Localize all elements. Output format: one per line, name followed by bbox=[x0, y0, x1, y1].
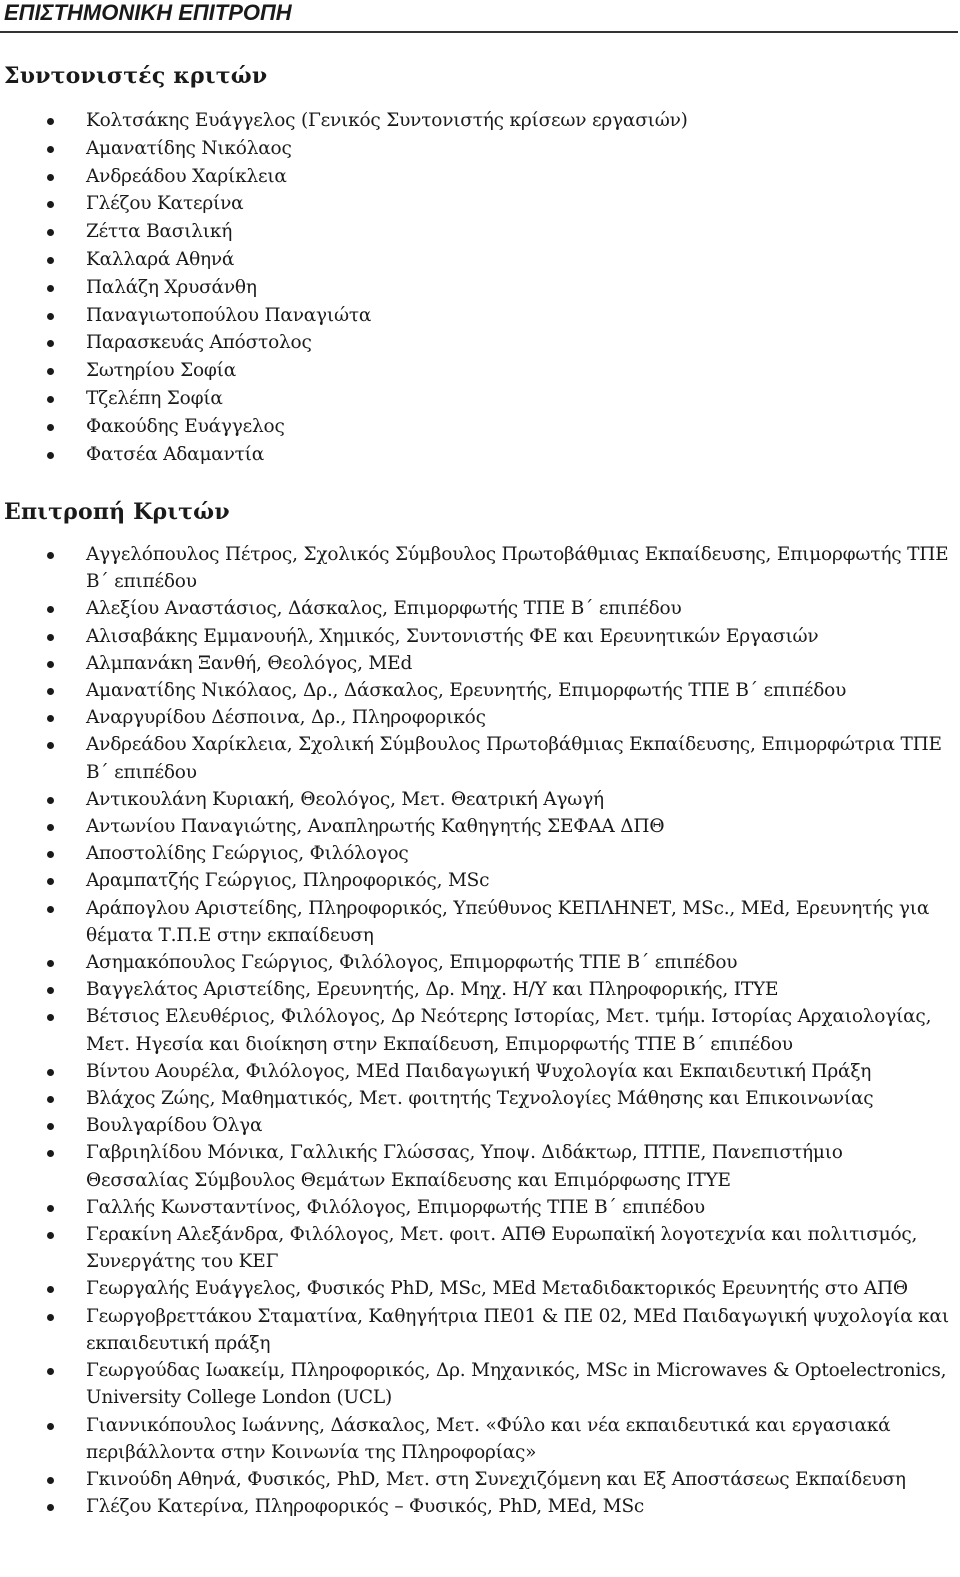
committee-heading: Επιτροπή Κριτών bbox=[4, 499, 230, 525]
coordinators-heading: Συντονιστές κριτών bbox=[4, 63, 268, 89]
list-item: Καλλαρά Αθηνά bbox=[0, 246, 958, 274]
list-item: Γλέζου Κατερίνα, Πληροφορικός – Φυσικός, PhD, MEd, MSc bbox=[0, 1493, 958, 1520]
list-item: Ανδρεάδου Χαρίκλεια, Σχολική Σύμβουλος Πρωτοβάθμιας Εκπαίδευσης, Επιμορφώτρια ΤΠΕ Β΄ επιπέδου bbox=[0, 731, 958, 785]
list-item: Παρασκευάς Απόστολος bbox=[0, 329, 958, 357]
list-item: Αντικουλάνη Κυριακή, Θεολόγος, Μετ. Θεατρική Αγωγή bbox=[0, 786, 958, 813]
list-item: Αραμπατζής Γεώργιος, Πληροφορικός, MSc bbox=[0, 867, 958, 894]
list-item: Βλάχος Ζώης, Μαθηματικός, Μετ. φοιτητής Τεχνολογίες Μάθησης και Επικοινωνίας bbox=[0, 1085, 958, 1112]
list-item: Αποστολίδης Γεώργιος, Φιλόλογος bbox=[0, 840, 958, 867]
list-item: Βίντου Αουρέλα, Φιλόλογος, MEd Παιδαγωγική Ψυχολογία και Εκπαιδευτική Πράξη bbox=[0, 1058, 958, 1085]
list-item: Βέτσιος Ελευθέριος, Φιλόλογος, Δρ Νεότερης Ιστορίας, Μετ. τμήμ. Ιστορίας Αρχαιολογίας, Μετ. Ηγεσία και διοίκηση στην Εκπαίδευση, Επιμορφωτής ΤΠΕ Β΄ επιπέδου bbox=[0, 1003, 958, 1057]
list-item: Γεωργούδας Ιωακείμ, Πληροφορικός, Δρ. Μηχανικός, MSc in Microwaves & Optoelectronics, University College London (UCL) bbox=[0, 1357, 958, 1411]
list-item: Τζελέπη Σοφία bbox=[0, 385, 958, 413]
list-item: Γεωργαλής Ευάγγελος, Φυσικός PhD, MSc, MEd Μεταδιδακτορικός Ερευνητής στο ΑΠΘ bbox=[0, 1275, 958, 1302]
list-item: Ανδρεάδου Χαρίκλεια bbox=[0, 163, 958, 191]
list-item: Βαγγελάτος Αριστείδης, Ερευνητής, Δρ. Μηχ. Η/Υ και Πληροφορικής, ΙΤΥΕ bbox=[0, 976, 958, 1003]
list-item: Ζέττα Βασιλική bbox=[0, 218, 958, 246]
list-item: Σωτηρίου Σοφία bbox=[0, 357, 958, 385]
list-item: Αλμπανάκη Ξανθή, Θεολόγος, MEd bbox=[0, 650, 958, 677]
title-divider bbox=[0, 31, 958, 33]
coordinators-list bbox=[0, 107, 958, 468]
list-item: Παλάζη Χρυσάνθη bbox=[0, 274, 958, 302]
committee-list bbox=[0, 541, 958, 1520]
list-item: Γλέζου Κατερίνα bbox=[0, 190, 958, 218]
list-item: Αλισαβάκης Εμμανουήλ, Χημικός, Συντονιστής ΦΕ και Ερευνητικών Εργασιών bbox=[0, 623, 958, 650]
list-item: Αγγελόπουλος Πέτρος, Σχολικός Σύμβουλος Πρωτοβάθμιας Εκπαίδευσης, Επιμορφωτής ΤΠΕ Β΄ επιπέδου bbox=[0, 541, 958, 595]
list-item: Γαβριηλίδου Μόνικα, Γαλλικής Γλώσσας, Υποψ. Διδάκτωρ, ΠΤΠΕ, Πανεπιστήμιο Θεσσαλίας Σύμβουλος Θεμάτων Εκπαίδευσης και Επιμόρφωσης ΙΤΥΕ bbox=[0, 1139, 958, 1193]
list-item: Βουλγαρίδου Όλγα bbox=[0, 1112, 958, 1139]
list-item: Αμανατίδης Νικόλαος bbox=[0, 135, 958, 163]
list-item: Παναγιωτοπούλου Παναγιώτα bbox=[0, 302, 958, 330]
list-item: Αμανατίδης Νικόλαος, Δρ., Δάσκαλος, Ερευνητής, Επιμορφωτής ΤΠΕ Β΄ επιπέδου bbox=[0, 677, 958, 704]
list-item: Γαλλής Κωνσταντίνος, Φιλόλογος, Επιμορφωτής ΤΠΕ Β΄ επιπέδου bbox=[0, 1194, 958, 1221]
list-item: Κολτσάκης Ευάγγελος (Γενικός Συντονιστής κρίσεων εργασιών) bbox=[0, 107, 958, 135]
list-item: Ασημακόπουλος Γεώργιος, Φιλόλογος, Επιμορφωτής ΤΠΕ Β΄ επιπέδου bbox=[0, 949, 958, 976]
page-title: ΕΠΙΣΤΗΜΟΝΙΚΗ ΕΠΙΤΡΟΠΗ bbox=[4, 0, 292, 25]
list-item: Γερακίνη Αλεξάνδρα, Φιλόλογος, Μετ. φοιτ. ΑΠΘ Ευρωπαϊκή λογοτεχνία και πολιτισμός, Συνεργάτης του ΚΕΓ bbox=[0, 1221, 958, 1275]
list-item: Γκινούδη Αθηνά, Φυσικός, PhD, Μετ. στη Συνεχιζόμενη και Εξ Αποστάσεως Εκπαίδευση bbox=[0, 1466, 958, 1493]
list-item: Φατσέα Αδαμαντία bbox=[0, 441, 958, 469]
list-item: Φακούδης Ευάγγελος bbox=[0, 413, 958, 441]
list-item: Γιαννικόπουλος Ιωάννης, Δάσκαλος, Μετ. «Φύλο και νέα εκπαιδευτικά και εργασιακά περιβάλλοντα στην Κοινωνία της Πληροφορίας» bbox=[0, 1412, 958, 1466]
list-item: Αλεξίου Αναστάσιος, Δάσκαλος, Επιμορφωτής ΤΠΕ Β΄ επιπέδου bbox=[0, 595, 958, 622]
list-item: Αράπογλου Αριστείδης, Πληροφορικός, Υπεύθυνος ΚΕΠΛΗΝΕΤ, MSc., MEd, Ερευνητής για θέματα Τ.Π.Ε στην εκπαίδευση bbox=[0, 895, 958, 949]
list-item: Γεωργοβρεττάκου Σταματίνα, Καθηγήτρια ΠΕ01 & ΠΕ 02, MEd Παιδαγωγική ψυχολογία και εκπαιδευτική πράξη bbox=[0, 1303, 958, 1357]
list-item: Αντωνίου Παναγιώτης, Αναπληρωτής Καθηγητής ΣΕΦΑΑ ΔΠΘ bbox=[0, 813, 958, 840]
list-item: Αναργυρίδου Δέσποινα, Δρ., Πληροφορικός bbox=[0, 704, 958, 731]
